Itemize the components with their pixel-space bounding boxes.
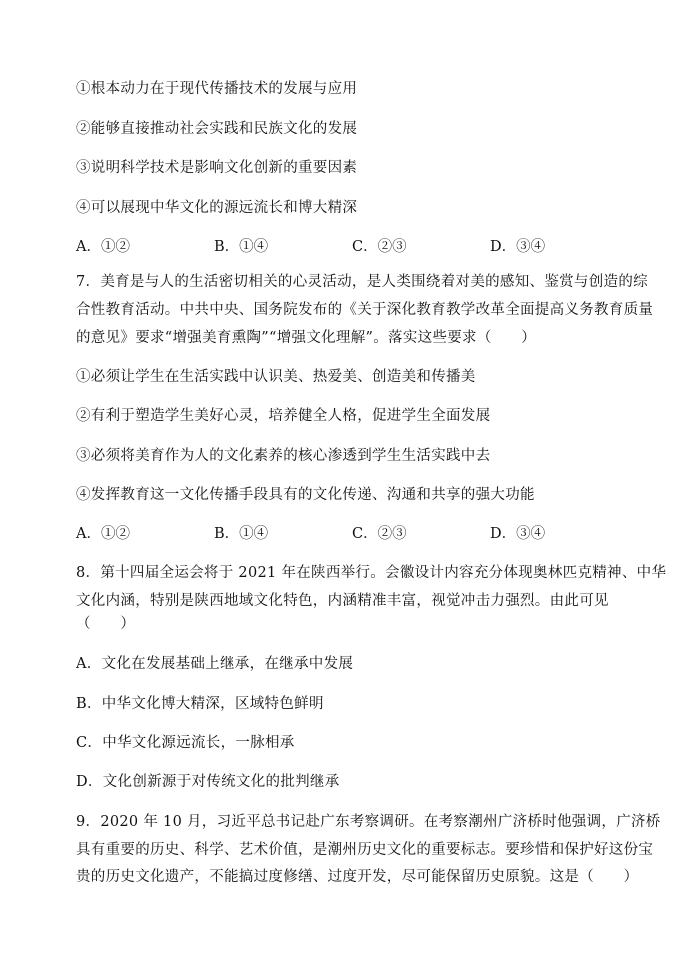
q7-choices	[76, 524, 636, 544]
q7-option-4: ④发挥教育这一文化传播手段具有的文化传递、沟通和共享的强大功能	[76, 487, 535, 503]
q6-choices	[76, 237, 636, 257]
q8-option-a: A．文化在发展基础上继承，在继承中发展	[76, 656, 354, 672]
q6-option-1: ①根本动力在于现代传播技术的发展与应用	[76, 81, 358, 97]
q6-option-4: ④可以展现中华文化的源远流长和博大精深	[76, 200, 358, 216]
q8-stem-line-1: 8．第十四届全运会将于 2021 年在陕西举行。会徽设计内容充分体现奥林匹克精神、中华	[76, 565, 667, 581]
q8-stem-line-3: （ ）	[76, 616, 136, 632]
q6-choice-c: C．②③	[352, 239, 407, 255]
q9-stem-line-2: 具有重要的历史、科学、艺术价值，是潮州历史文化的重要标志。要珍惜和保护好这份宝	[76, 842, 654, 858]
q7-stem-line-2: 合性教育活动。中共中央、国务院发布的《关于深化教育教学改革全面提高义务教育质量	[76, 302, 654, 318]
q9-stem-line-3: 贵的历史文化遗产，不能搞过度修缮、过度开发，尽可能保留历史原貌。这是（ ）	[76, 869, 639, 885]
q8-option-d: D．文化创新源于对传统文化的批判继承	[76, 774, 340, 790]
q6-choice-b: B．①④	[214, 239, 269, 255]
q9-stem-line-1: 9．2020 年 10 月，习近平总书记赴广东考察调研。在考察潮州广济桥时他强调，广济桥	[76, 814, 661, 830]
q7-option-3: ③必须将美育作为人的文化素养的核心渗透到学生生活实践中去	[76, 448, 491, 464]
q7-choice-d: D．③④	[490, 526, 546, 542]
q7-choice-a: A．①②	[76, 526, 130, 542]
q6-choice-a: A．①②	[76, 239, 130, 255]
q7-choice-b: B．①④	[214, 526, 269, 542]
q8-stem-line-2: 文化内涵，特别是陕西地域文化特色，内涵精准丰富，视觉冲击力强烈。由此可见	[76, 593, 609, 609]
q7-option-2: ②有利于塑造学生美好心灵，培养健全人格，促进学生全面发展	[76, 408, 491, 424]
q6-option-2: ②能够直接推动社会实践和民族文化的发展	[76, 121, 358, 137]
q6-option-3: ③说明科学技术是影响文化创新的重要因素	[76, 160, 358, 176]
q7-choice-c: C．②③	[352, 526, 407, 542]
q7-stem-line-3: 的意见》要求“增强美育熏陶”“增强文化理解”。落实这些要求（ ）	[76, 330, 537, 346]
q8-option-c: C．中华文化源远流长，一脉相承	[76, 735, 295, 751]
q8-option-b: B．中华文化博大精深，区域特色鲜明	[76, 696, 324, 712]
q6-choice-d: D．③④	[490, 239, 546, 255]
q7-option-1: ①必须让学生在生活实践中认识美、热爱美、创造美和传播美	[76, 369, 476, 385]
q7-stem-line-1: 7．美育是与人的生活密切相关的心灵活动，是人类围绕着对美的感知、鉴赏与创造的综	[76, 274, 648, 290]
